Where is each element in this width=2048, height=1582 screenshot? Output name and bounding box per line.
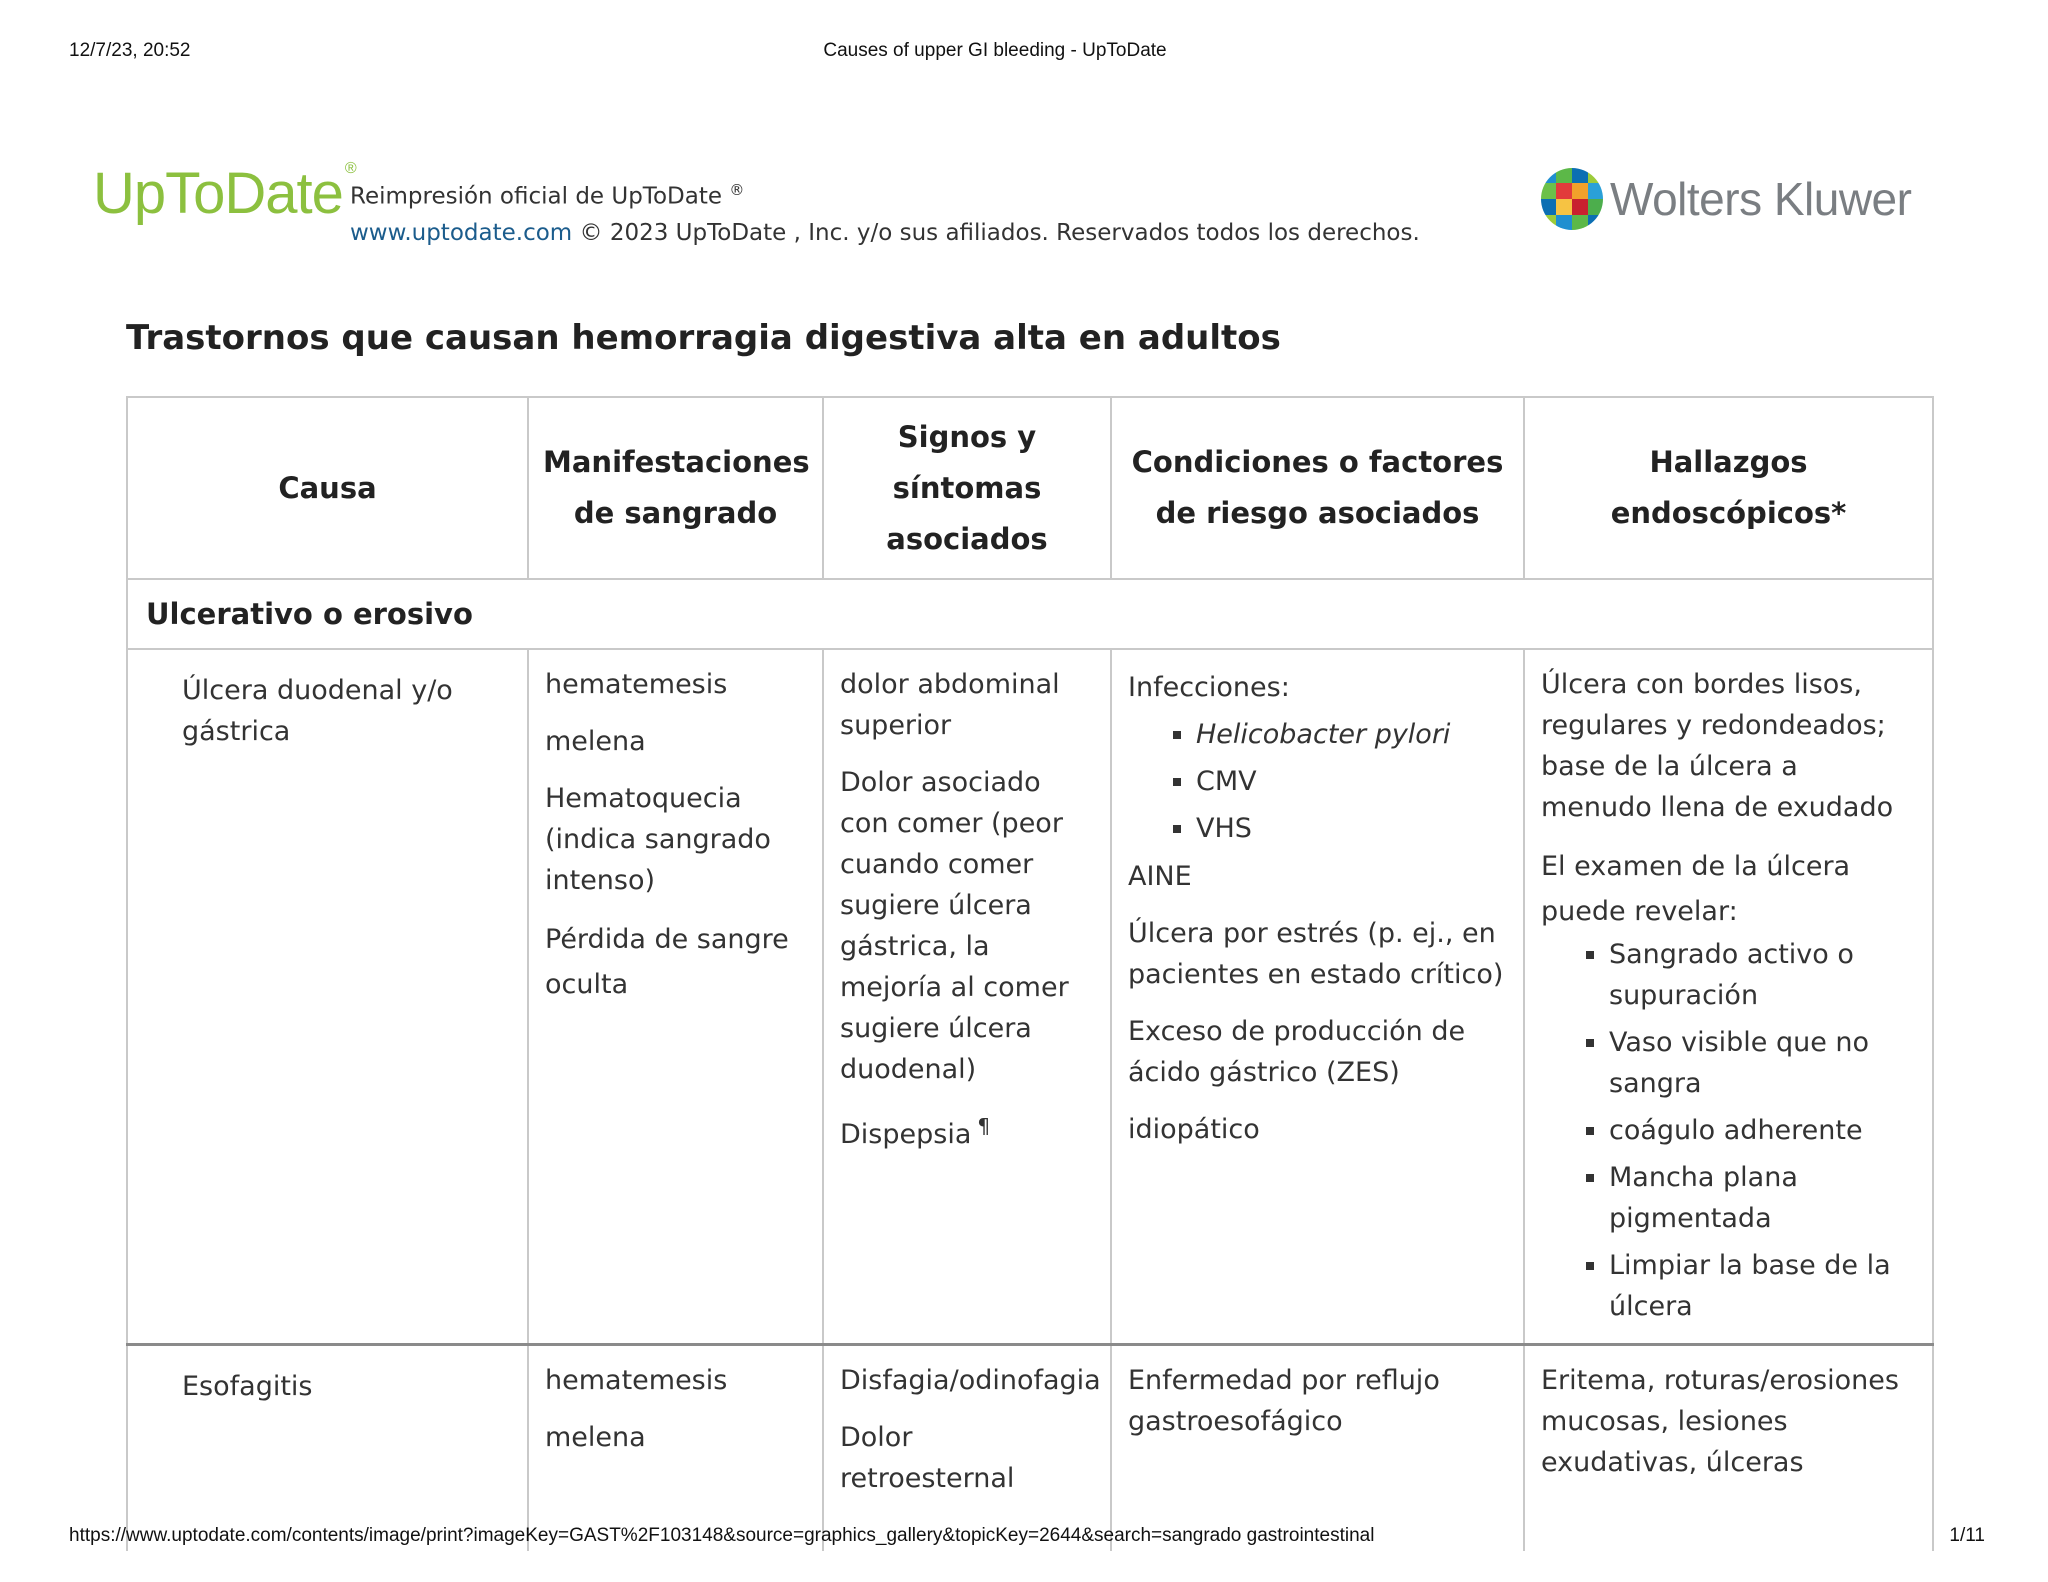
risk-item: Exceso de producción de ácido gástrico (ZES) <box>1128 1016 1466 1088</box>
finding-text: El examen de la úlcera puede revelar: <box>1541 851 1851 927</box>
list-item: ▪ Helicobacter pylori <box>1196 711 1507 758</box>
findings-cell: Eritema, roturas/erosiones mucosas, lesiones exudativas, úlceras <box>1524 1345 1933 1552</box>
sign-item: Dolor retroesternal <box>840 1422 1015 1494</box>
risk-item: idiopático <box>1128 1114 1260 1145</box>
risk-item: AINE <box>1128 861 1192 892</box>
signs-cell <box>823 649 1111 1345</box>
bleeding-item: Pérdida de sangre oculta <box>545 924 789 1000</box>
bleeding-item: hematemesis <box>545 1365 728 1396</box>
table-row <box>127 1345 1933 1552</box>
sign-item: Dolor asociado con comer (peor cuando comer sugiere úlcera gástrica, la mejoría al comer sugiere úlcera duodenal) <box>840 767 1069 1085</box>
wolters-kluwer-logo <box>1540 166 1911 232</box>
wolters-kluwer-mosaic-icon <box>1540 167 1604 231</box>
col-header-cause: Causa <box>127 397 528 579</box>
print-url: https://www.uptodate.com/contents/image/print?imageKey=GAST%2F103148&source=graphics_gallery&topicKey=2644&search=sangrado gastrointestinal <box>69 1525 1375 1546</box>
uptodate-link[interactable]: www.uptodate.com <box>350 219 573 246</box>
col-header-bleeding: Manifestaciones de sangrado <box>528 397 823 579</box>
bleeding-item: Hematoquecia (indica sangrado intenso) <box>545 783 771 896</box>
page-number: 1/11 <box>1949 1525 1985 1546</box>
cause-cell: Úlcera duodenal y/o gástrica <box>127 649 528 1345</box>
list-item: ▪ coágulo adherente <box>1609 1110 1916 1151</box>
reprint-notice <box>350 172 1420 251</box>
sign-item-with-note <box>840 1106 1094 1155</box>
wolters-kluwer-text: Wolters Kluwer <box>1610 173 1912 225</box>
section-heading: Ulcerativo o erosivo <box>127 579 1933 649</box>
col-header-risk-factors: Condiciones o factores de riesgo asociados <box>1111 397 1524 579</box>
table-row <box>127 649 1933 1345</box>
page-title: Trastornos que causan hemorragia digestiva alta en adultos <box>126 318 1281 358</box>
finding-text: Úlcera con bordes lisos, regulares y redondeados; base de la úlcera a menudo llena de exudado <box>1541 669 1894 823</box>
bleeding-item: melena <box>545 1422 646 1453</box>
reprint-mark: ® <box>729 181 745 199</box>
bleeding-item: hematemesis <box>545 669 728 700</box>
risk-item: Úlcera por estrés (p. ej., en pacientes en estado crítico) <box>1128 918 1504 990</box>
bleeding-item: melena <box>545 726 646 757</box>
uptodate-logo <box>93 160 356 227</box>
print-datetime: 12/7/23, 20:52 <box>69 40 191 61</box>
print-doc-title: Causes of upper GI bleeding - UpToDate <box>823 40 1167 61</box>
cause-cell: Esofagitis <box>127 1345 528 1552</box>
risk-cell: Enfermedad por reflujo gastroesofágico <box>1111 1345 1524 1552</box>
col-header-endoscopic-findings: Hallazgos endoscópicos* <box>1524 397 1933 579</box>
list-item: ▪ CMV <box>1196 758 1507 805</box>
bleeding-cell <box>528 649 823 1345</box>
print-footer <box>69 1525 1985 1547</box>
causes-table <box>126 396 1934 1551</box>
sign-item: Disfagia/odinofagia <box>840 1365 1101 1396</box>
findings-list <box>1541 934 1916 1327</box>
sign-item: dolor abdominal superior <box>840 669 1060 741</box>
risk-intro: Infecciones: <box>1128 672 1290 703</box>
col-header-signs: Signos y síntomas asociados <box>823 397 1111 579</box>
infection-list <box>1128 711 1507 852</box>
list-item: ▪ Limpiar la base de la úlcera <box>1609 1245 1916 1327</box>
section-row <box>127 579 1933 649</box>
uptodate-logo-text: UpToDate <box>93 161 343 226</box>
copyright-text: © 2023 UpToDate , Inc. y/o sus afiliados. Reservados todos los derechos. <box>572 219 1420 246</box>
table-header-row <box>127 397 1933 579</box>
risk-cell <box>1111 649 1524 1345</box>
reprint-line: Reimpresión oficial de UpToDate <box>350 183 722 210</box>
list-item: ▪ Sangrado activo o supuración <box>1609 934 1916 1016</box>
findings-cell <box>1524 649 1933 1345</box>
list-item: ▪ Mancha plana pigmentada <box>1609 1157 1916 1239</box>
signs-cell <box>823 1345 1111 1552</box>
footnote-mark: ¶ <box>977 1114 991 1138</box>
registered-mark: ® <box>344 160 356 177</box>
list-item: ▪ VHS <box>1196 805 1507 852</box>
bleeding-cell <box>528 1345 823 1552</box>
list-item: ▪ Vaso visible que no sangra <box>1609 1022 1916 1104</box>
sign-item: Dispepsia <box>840 1119 972 1150</box>
